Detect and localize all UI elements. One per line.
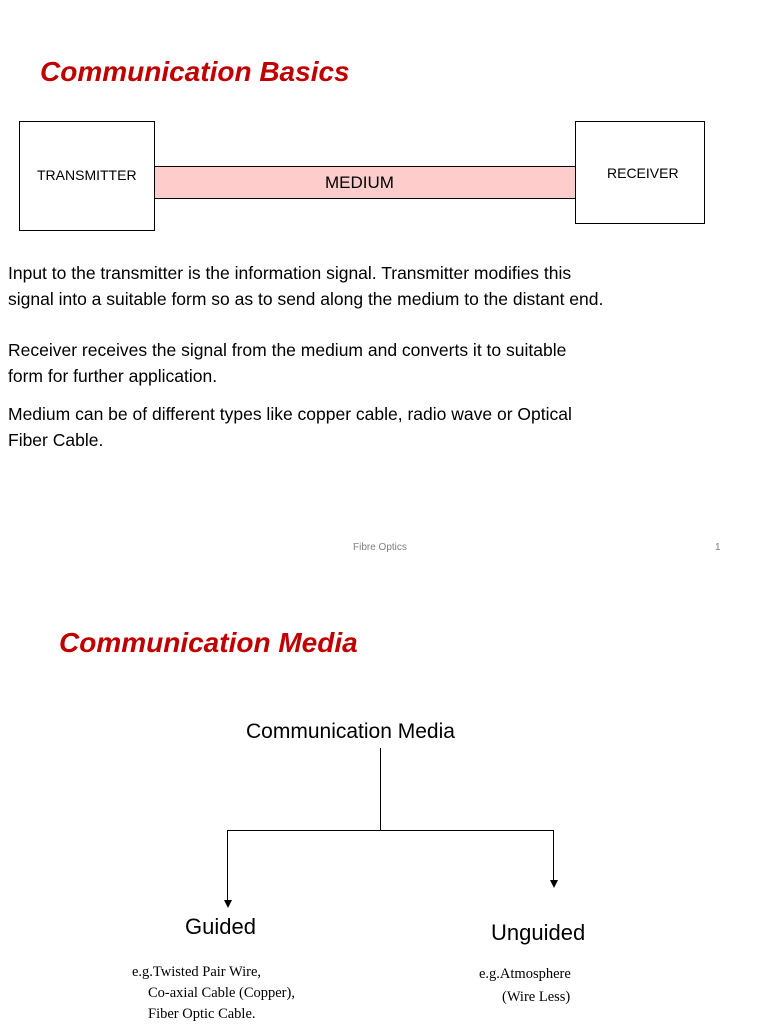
tree-branch-line — [227, 830, 554, 831]
unguided-node-label: Unguided — [491, 920, 586, 945]
guided-connector-line — [227, 830, 228, 902]
medium-channel — [153, 166, 577, 199]
paragraph-line: Medium can be of different types like copper cable, radio wave or Optical — [8, 404, 572, 424]
example-line: Co-axial Cable (Copper), — [148, 985, 295, 1001]
paragraph-line: Receiver receives the signal from the medium and converts it to suitable — [8, 340, 567, 360]
transmitter-box — [19, 121, 155, 231]
transmitter-label: TRANSMITTER — [37, 167, 137, 183]
root-node-label: Communication Media — [246, 720, 455, 743]
example-line: e.g.Atmosphere — [479, 966, 571, 982]
unguided-connector-line — [553, 830, 554, 883]
paragraph-line: form for further application. — [8, 366, 218, 386]
paragraph-line: Fiber Cable. — [8, 430, 104, 450]
arrow-down-icon — [550, 880, 558, 888]
guided-node-label: Guided — [185, 914, 256, 939]
paragraph-line: signal into a suitable form so as to send along the medium to the distant end. — [8, 289, 604, 309]
medium-label: MEDIUM — [325, 173, 394, 192]
footer-text: Fibre Optics — [353, 542, 407, 553]
guided-examples — [132, 962, 295, 1025]
arrow-down-icon — [224, 900, 232, 908]
slide-title: Communication Basics — [40, 56, 350, 87]
tree-trunk-line — [380, 748, 381, 831]
paragraph-receiver — [8, 337, 566, 389]
paragraph-medium — [8, 401, 572, 453]
slide-title: Communication Media — [59, 627, 358, 658]
receiver-label: RECEIVER — [607, 165, 679, 181]
example-line: Fiber Optic Cable. — [148, 1006, 256, 1022]
unguided-examples — [479, 964, 571, 1008]
example-line: (Wire Less) — [502, 989, 571, 1005]
example-line: e.g.Twisted Pair Wire, — [132, 964, 262, 980]
receiver-box — [575, 121, 705, 224]
paragraph-line: Input to the transmitter is the information signal. Transmitter modifies this — [8, 263, 572, 283]
paragraph-transmitter — [8, 260, 603, 312]
page-number: 1 — [715, 542, 721, 553]
